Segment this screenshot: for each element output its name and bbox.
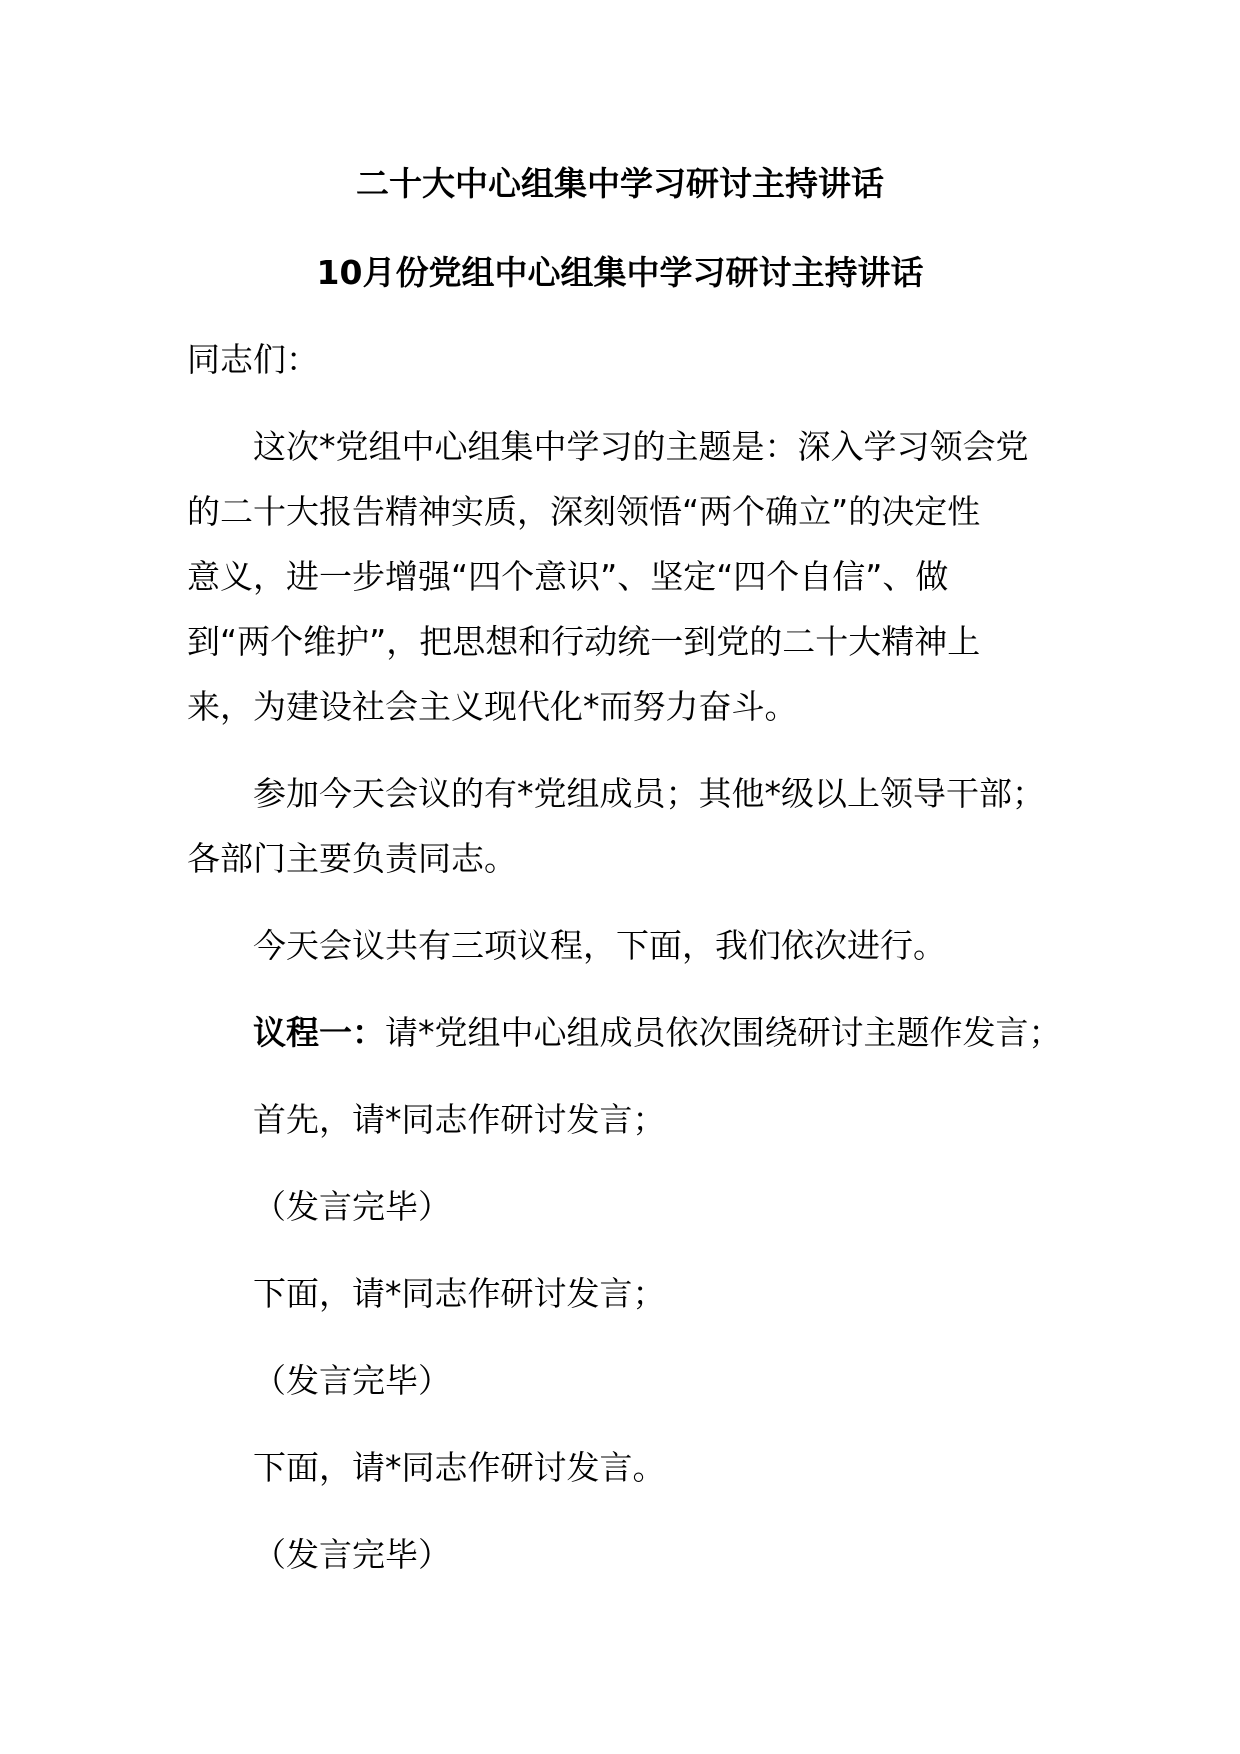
paragraph-1-line-3: 意义，进一步增强“四个意识”、坚定“四个自信”、做	[187, 557, 949, 596]
paragraph-1-line-2: 的二十大报告精神实质，深刻领悟“两个确立”的决定性	[187, 492, 981, 531]
paragraph-1-line-4: 到“两个维护”，把思想和行动统一到党的二十大精神上	[187, 622, 981, 661]
agenda-1-text: 请*党组中心组成员依次围绕研讨主题作发言；	[385, 1013, 1062, 1052]
paragraph-2-line-2: 各部门主要负责同志。	[187, 839, 517, 878]
agenda-1-label: 议程一：	[253, 1013, 385, 1052]
step-1: 首先，请*同志作研讨发言；	[253, 1100, 666, 1139]
agenda-1	[253, 1013, 1062, 1053]
document-subtitle: 10月份党组中心组集中学习研讨主持讲话	[316, 253, 924, 292]
salutation: 同志们：	[187, 340, 319, 379]
paragraph-3: 今天会议共有三项议程，下面，我们依次进行。	[253, 926, 946, 965]
step-2: 下面，请*同志作研讨发言；	[253, 1274, 666, 1313]
paragraph-1-line-5: 来，为建设社会主义现代化*而努力奋斗。	[187, 687, 798, 726]
speech-done-1: （发言完毕）	[253, 1187, 451, 1226]
paragraph-2-line-1: 参加今天会议的有*党组成员；其他*级以上领导干部；	[253, 774, 1045, 813]
step-3: 下面，请*同志作研讨发言。	[253, 1448, 666, 1487]
paragraph-1-line-1: 这次*党组中心组集中学习的主题是：深入学习领会党	[253, 427, 1029, 466]
document-title: 二十大中心组集中学习研讨主持讲话	[356, 164, 884, 203]
speech-done-3: （发言完毕）	[253, 1535, 451, 1574]
speech-done-2: （发言完毕）	[253, 1361, 451, 1400]
